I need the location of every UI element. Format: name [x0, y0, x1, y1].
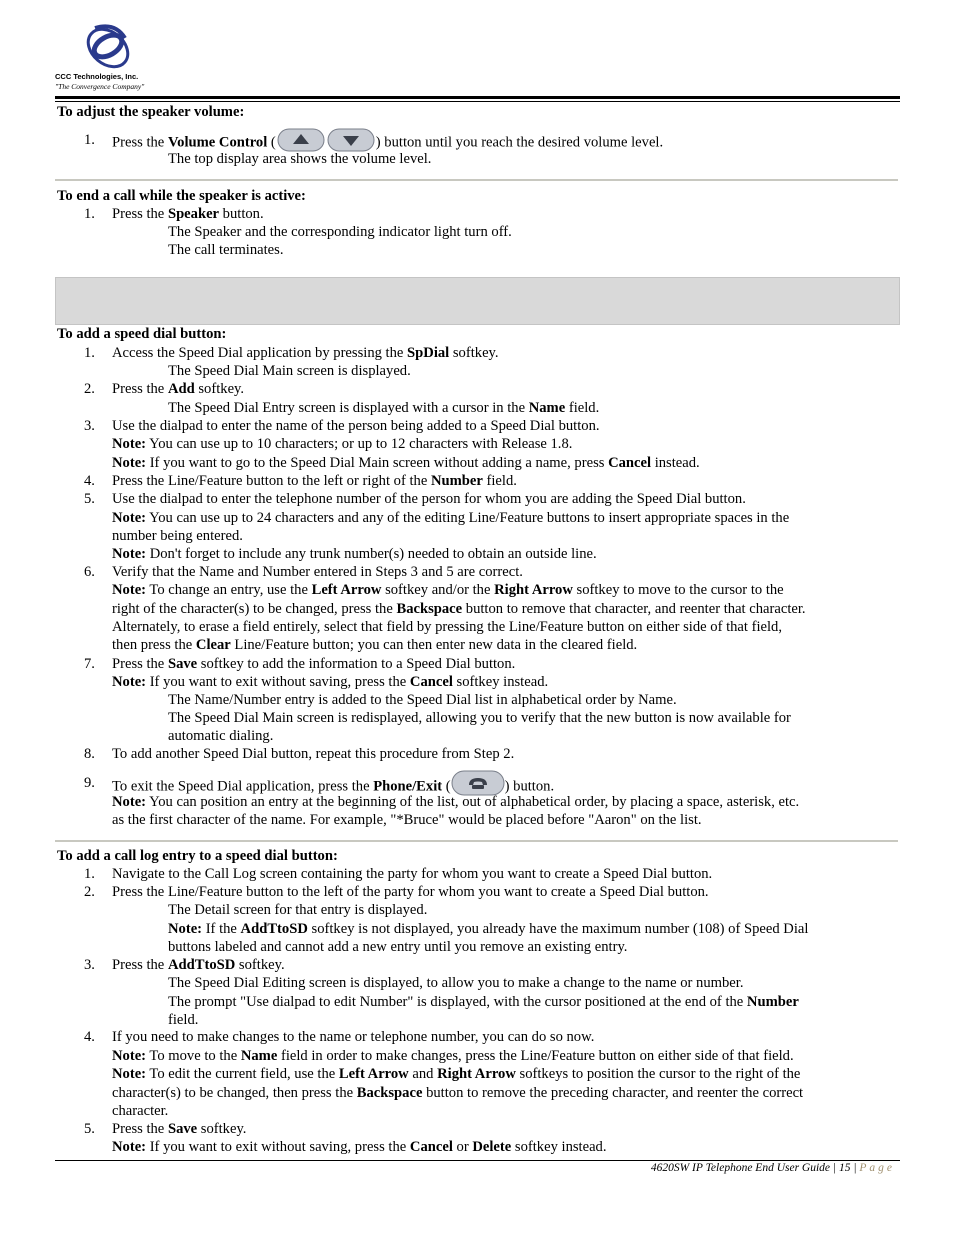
step-number: 1. — [84, 866, 95, 882]
step-note: Note: You can position an entry at the beginning of the list, out of alphabetical order, by placing a space, asterisk, etc. — [112, 794, 800, 810]
step-note: Alternately, to erase a field entirely, select that field by pressing the Line/Feature button on either side of that field, — [112, 619, 783, 635]
step-text: Press the Add softkey. — [112, 381, 245, 397]
section-divider — [55, 840, 898, 842]
step-number: 1. — [84, 206, 95, 222]
volume-up-icon — [277, 128, 325, 152]
step-note: Note: If you want to exit without saving, press the Cancel softkey instead. — [112, 674, 549, 690]
step-result: The prompt "Use dialpad to edit Number" is displayed, with the cursor positioned at the end of the Number — [168, 994, 799, 1010]
step-result: The Speed Dial Editing screen is displayed, to allow you to make a change to the name or number. — [168, 975, 744, 991]
step-note: right of the character(s) to be changed, press the Backspace button to remove that character, and reenter that character. — [112, 601, 806, 617]
step-text: Press the Line/Feature button to the left of the party for whom you want to create a Speed Dial button. — [112, 884, 709, 900]
section-divider — [55, 179, 898, 181]
step-text: To add another Speed Dial button, repeat this procedure from Step 2. — [112, 746, 515, 762]
step-text: Press the Save softkey to add the information to a Speed Dial button. — [112, 656, 516, 672]
step-text: Navigate to the Call Log screen containing the party for whom you want to create a Speed Dial button. — [112, 866, 713, 882]
step-note: character. — [112, 1103, 169, 1119]
step-number: 4. — [84, 1029, 95, 1045]
step-note: Note: To move to the Name field in order to make changes, press the Line/Feature button on either side of that field. — [112, 1048, 794, 1064]
step-note: Note: To change an entry, use the Left Arrow softkey and/or the Right Arrow softkey to move to the cursor to the — [112, 582, 784, 598]
step-note: then press the Clear Line/Feature button; you can then enter new data in the cleared field. — [112, 637, 638, 653]
step-result: The Detail screen for that entry is displayed. — [168, 902, 428, 918]
step-number: 4. — [84, 473, 95, 489]
section-heading-volume: To adjust the speaker volume: — [57, 104, 245, 120]
step-number: 5. — [84, 491, 95, 507]
section-band — [55, 277, 900, 325]
step-text: Press the Speaker button. — [112, 206, 264, 222]
step-text: To exit the Speed Dial application, press the Phone/Exit ( ) button. — [112, 774, 554, 800]
step-number: 2. — [84, 381, 95, 397]
step-number: 1. — [84, 345, 95, 361]
step-result: The Speed Dial Main screen is displayed. — [168, 363, 411, 379]
step-result: field. — [168, 1012, 199, 1028]
footer-rule — [55, 1160, 900, 1161]
step-number: 9. — [84, 775, 95, 791]
step-note: Note: If the AddTtoSD softkey is not displayed, you already have the maximum number (108) of Speed Dial — [168, 921, 809, 937]
step-result: automatic dialing. — [168, 728, 274, 744]
step-text: Access the Speed Dial application by pressing the SpDial softkey. — [112, 345, 499, 361]
step-number: 5. — [84, 1121, 95, 1137]
step-number: 3. — [84, 957, 95, 973]
step-result: The Name/Number entry is added to the Speed Dial list in alphabetical order by Name. — [168, 692, 677, 708]
step-text: Verify that the Name and Number entered in Steps 3 and 5 are correct. — [112, 564, 523, 580]
section-heading-call-log: To add a call log entry to a speed dial button: — [57, 848, 338, 864]
page-footer: 4620SW IP Telephone End User Guide | 15 | Page — [650, 1162, 895, 1174]
header-rule-thin — [55, 101, 900, 102]
step-note: Note: To edit the current field, use the Left Arrow and Right Arrow softkeys to position the cursor to the right of the — [112, 1066, 801, 1082]
step-note: Note: If you want to go to the Speed Dial Main screen without adding a name, press Cancel instead. — [112, 455, 700, 471]
step-number: 7. — [84, 656, 95, 672]
step-note: number being entered. — [112, 528, 243, 544]
step-note: Note: Don't forget to include any trunk number(s) needed to obtain an outside line. — [112, 546, 597, 562]
step-text: If you need to make changes to the name or telephone number, you can do so now. — [112, 1029, 595, 1045]
section-heading-end-call: To end a call while the speaker is active: — [57, 188, 306, 204]
step-note: character(s) to be changed, then press the Backspace button to remove the preceding character, and reenter the correct — [112, 1085, 804, 1101]
step-number: 1. — [84, 132, 95, 148]
step-number: 2. — [84, 884, 95, 900]
step-text: Use the dialpad to enter the name of the person being added to a Speed Dial button. — [112, 418, 600, 434]
step-result: The Speed Dial Main screen is redisplayed, allowing you to verify that the new button is now available for — [168, 710, 791, 726]
step-text: Press the AddTtoSD softkey. — [112, 957, 285, 973]
step-text: Press the Volume Control ( ) button until you reach the desired volume level. — [112, 131, 663, 155]
company-name: CCC Technologies, Inc. — [55, 72, 139, 81]
step-result: The Speaker and the corresponding indicator light turn off. — [168, 224, 512, 240]
step-note: buttons labeled and cannot add a new entry until you remove an existing entry. — [168, 939, 628, 955]
step-number: 6. — [84, 564, 95, 580]
step-note: Note: You can use up to 24 characters and any of the editing Line/Feature buttons to insert appropriate spaces in the — [112, 510, 790, 526]
step-text: Press the Save softkey. — [112, 1121, 247, 1137]
section-heading-speed-dial: To add a speed dial button: — [57, 326, 227, 342]
step-text: Use the dialpad to enter the telephone number of the person for whom you are adding the Speed Dial button. — [112, 491, 746, 507]
header-rule — [55, 96, 900, 99]
step-note: Note: You can use up to 10 characters; or up to 12 characters with Release 1.8. — [112, 436, 573, 452]
step-text: Press the Line/Feature button to the left or right of the Number field. — [112, 473, 517, 489]
step-number: 8. — [84, 746, 95, 762]
step-note: as the first character of the name. For example, "*Bruce" would be placed before "Aaron" on the list. — [112, 812, 702, 828]
step-result: The call terminates. — [168, 242, 284, 258]
step-result: The top display area shows the volume level. — [168, 151, 432, 167]
step-note: Note: If you want to exit without saving, press the Cancel or Delete softkey instead. — [112, 1139, 607, 1155]
company-tagline: "The Convergence Company" — [55, 82, 145, 91]
volume-down-icon — [327, 128, 375, 152]
step-number: 3. — [84, 418, 95, 434]
step-result: The Speed Dial Entry screen is displayed with a cursor in the Name field. — [168, 400, 600, 416]
